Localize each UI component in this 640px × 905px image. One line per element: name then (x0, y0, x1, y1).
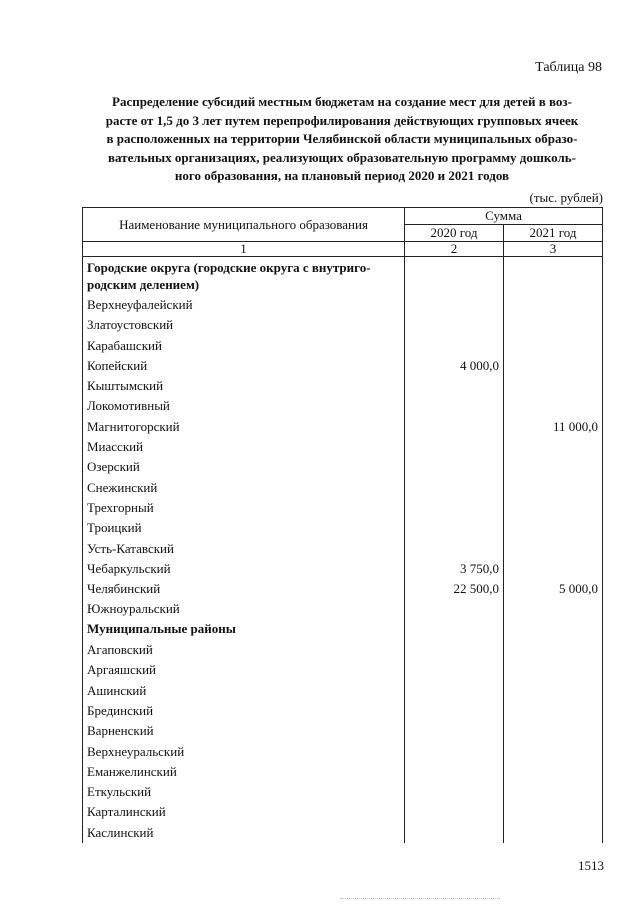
value-2021 (504, 782, 603, 802)
value-2020 (405, 762, 504, 782)
value-2020 (405, 336, 504, 356)
municipality-name: Златоустовский (83, 315, 405, 335)
title-line: расте от 1,5 до 3 лет путем перепрофилирования действующих групповых ячеек (105, 112, 579, 128)
table-row (83, 599, 603, 619)
column-number: 1 (83, 242, 405, 257)
table-row (83, 660, 603, 680)
table-row (83, 518, 603, 538)
value-2020 (405, 620, 504, 640)
municipality-name: Озерский (83, 457, 405, 477)
value-2020 (405, 782, 504, 802)
section-title: Муниципальные районы (83, 620, 405, 640)
table-body (83, 242, 603, 844)
table-row (83, 539, 603, 559)
table-row (83, 315, 603, 335)
table-row (83, 437, 603, 457)
value-2020: 22 500,0 (405, 579, 504, 599)
value-2021 (504, 599, 603, 619)
header-2021: 2021 год (504, 225, 603, 242)
table-row (83, 802, 603, 822)
value-2021 (504, 681, 603, 701)
table-row (83, 356, 603, 376)
column-numbers-row (83, 242, 603, 257)
title-line: Распределение субсидий местным бюджетам на создание мест для детей в воз- (112, 94, 572, 109)
value-2021: 5 000,0 (504, 579, 603, 599)
section-title: Городские округа (городские округа с внутриго-родским делением) (83, 257, 405, 296)
header-2020: 2020 год (405, 225, 504, 242)
document-title (82, 93, 602, 186)
bottom-divider (340, 898, 500, 900)
value-2020 (405, 478, 504, 498)
value-2021 (504, 457, 603, 477)
municipality-name: Локомотивный (83, 396, 405, 416)
municipality-name: Копейский (83, 356, 405, 376)
municipality-name: Трехгорный (83, 498, 405, 518)
value-2021 (504, 437, 603, 457)
table-row (83, 559, 603, 579)
value-2021 (504, 762, 603, 782)
table-row (83, 295, 603, 315)
units-note: (тыс. рублей) (529, 190, 603, 205)
value-2021: 11 000,0 (504, 417, 603, 437)
value-2021 (504, 701, 603, 721)
value-2020: 3 750,0 (405, 559, 504, 579)
table-row (83, 742, 603, 762)
table-row (83, 823, 603, 843)
value-2021 (504, 336, 603, 356)
value-2021 (504, 356, 603, 376)
table-row (83, 376, 603, 396)
value-2020 (405, 823, 504, 843)
value-2021 (504, 721, 603, 741)
table-row (83, 336, 603, 356)
value-2020 (405, 539, 504, 559)
municipality-name: Агаповский (83, 640, 405, 660)
municipality-name: Снежинский (83, 478, 405, 498)
value-2021 (504, 478, 603, 498)
municipality-name: Каслинский (83, 823, 405, 843)
municipality-name: Карабашский (83, 336, 405, 356)
value-2020 (405, 640, 504, 660)
value-2021 (504, 620, 603, 640)
value-2020 (405, 802, 504, 822)
section-row (83, 620, 603, 640)
value-2021 (504, 823, 603, 843)
municipality-name: Усть-Катавский (83, 539, 405, 559)
value-2021 (504, 376, 603, 396)
table-row (83, 701, 603, 721)
table-row (83, 782, 603, 802)
municipality-name: Миасский (83, 437, 405, 457)
value-2021 (504, 802, 603, 822)
column-number: 3 (504, 242, 603, 257)
table-row (83, 579, 603, 599)
value-2021 (504, 539, 603, 559)
value-2020 (405, 257, 504, 296)
value-2020 (405, 518, 504, 538)
value-2021 (504, 295, 603, 315)
header-sum: Сумма (405, 208, 603, 225)
value-2020 (405, 701, 504, 721)
value-2020 (405, 457, 504, 477)
page-number: 1513 (578, 858, 604, 873)
table-row (83, 762, 603, 782)
table-row (83, 640, 603, 660)
subsidy-table (82, 207, 603, 843)
value-2020 (405, 721, 504, 741)
municipality-name: Магнитогорский (83, 417, 405, 437)
value-2020 (405, 498, 504, 518)
municipality-name: Чебаркульский (83, 559, 405, 579)
value-2021 (504, 559, 603, 579)
table-row (83, 417, 603, 437)
municipality-name: Челябинский (83, 579, 405, 599)
table-row (83, 498, 603, 518)
value-2021 (504, 640, 603, 660)
municipality-name: Южноуральский (83, 599, 405, 619)
municipality-name: Еманжелинский (83, 762, 405, 782)
value-2020: 4 000,0 (405, 356, 504, 376)
value-2020 (405, 295, 504, 315)
value-2021 (504, 742, 603, 762)
table-header (83, 208, 603, 242)
table-row (83, 721, 603, 741)
value-2020 (405, 660, 504, 680)
column-number: 2 (405, 242, 504, 257)
value-2021 (504, 315, 603, 335)
table-row (83, 478, 603, 498)
title-line: в расположенных на территории Челябинской области муниципальных образо- (106, 131, 578, 147)
table-row (83, 457, 603, 477)
value-2020 (405, 417, 504, 437)
municipality-name: Еткульский (83, 782, 405, 802)
value-2021 (504, 498, 603, 518)
table-row (83, 396, 603, 416)
value-2021 (504, 396, 603, 416)
value-2020 (405, 437, 504, 457)
municipality-name: Аргаяшский (83, 660, 405, 680)
value-2020 (405, 742, 504, 762)
value-2020 (405, 376, 504, 396)
value-2020 (405, 599, 504, 619)
header-name: Наименование муниципального образования (83, 208, 405, 242)
value-2020 (405, 681, 504, 701)
municipality-name: Троицкий (83, 518, 405, 538)
value-2021 (504, 660, 603, 680)
value-2021 (504, 518, 603, 538)
table-label: Таблица 98 (535, 60, 602, 75)
municipality-name: Кыштымский (83, 376, 405, 396)
value-2021 (504, 257, 603, 296)
municipality-name: Верхнеуральский (83, 742, 405, 762)
municipality-name: Варненский (83, 721, 405, 741)
value-2020 (405, 396, 504, 416)
municipality-name: Брединский (83, 701, 405, 721)
municipality-name: Верхнеуфалейский (83, 295, 405, 315)
section-row (83, 257, 603, 296)
value-2020 (405, 315, 504, 335)
title-line: ного образования, на плановый период 2020 и 2021 годов (174, 168, 510, 184)
table-row (83, 681, 603, 701)
municipality-name: Ашинский (83, 681, 405, 701)
title-line: вательных организациях, реализующих образовательную программу дошколь- (108, 149, 576, 165)
municipality-name: Карталинский (83, 802, 405, 822)
